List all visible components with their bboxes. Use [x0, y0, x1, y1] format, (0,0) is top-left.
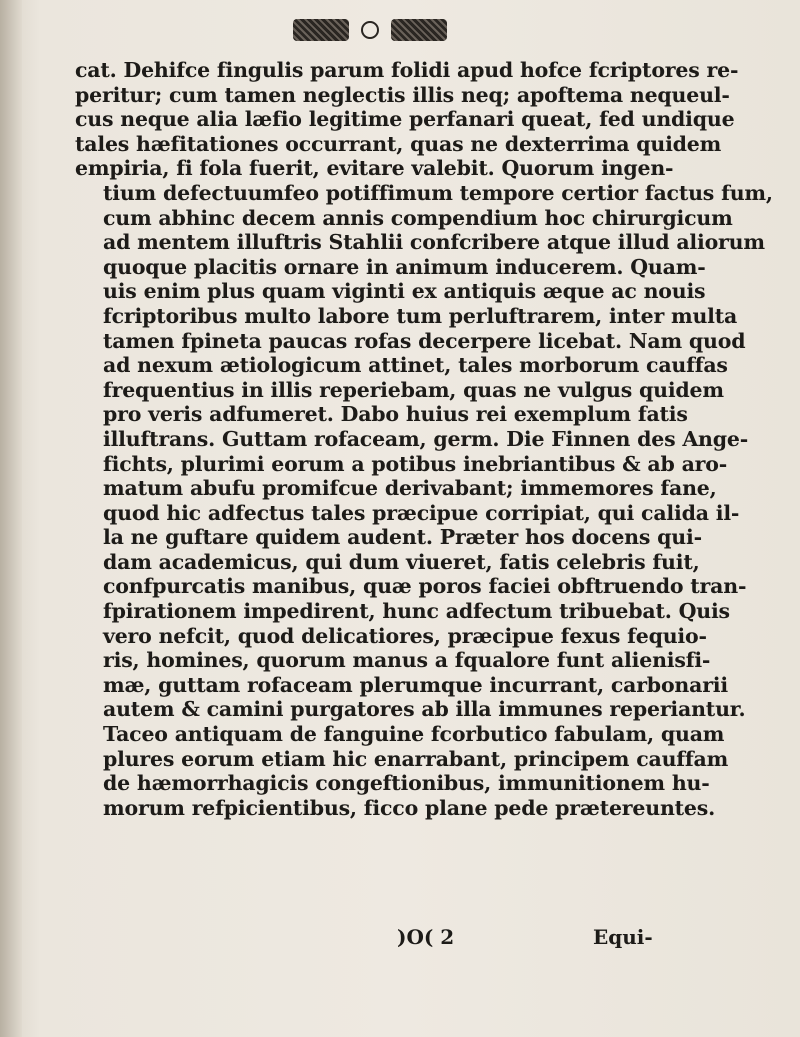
- printer-ornament-icon: [250, 12, 490, 48]
- text-line: morum refpicientibus, ficco plane pede prætereuntes.: [103, 795, 716, 820]
- text-line: vero nefcit, quod delicatiores, præcipue fexus fequio-: [103, 623, 707, 648]
- text-line: Taceo antiquam de fanguine fcorbutico fabulam, quam: [103, 722, 725, 747]
- text-line: quod hic adfectus tales præcipue corripiat, qui calida il-: [103, 500, 740, 525]
- ornament-right-icon: [391, 19, 447, 41]
- text-line: matum abufu promifcue derivabant; immemores fane,: [103, 476, 717, 501]
- text-line: cat. Dehifce fingulis parum folidi apud hofce fcriptores re-: [75, 58, 739, 82]
- text-line: tales hæfitationes occurrant, quas ne dexterrima quidem: [75, 131, 722, 156]
- text-line: frequentius in illis reperiebam, quas ne vulgus quidem: [103, 377, 724, 402]
- ornament-center-icon: [361, 21, 379, 39]
- page-footer: [75, 925, 725, 953]
- text-line: uis enim plus quam viginti ex antiquis æque ac nouis: [103, 279, 706, 304]
- text-line: fpirationem impedirent, hunc adfectum tribuebat. Quis: [103, 599, 730, 624]
- text-line: mæ, guttam rofaceam plerumque incurrant, carbonarii: [103, 672, 728, 697]
- text-line: illuftrans. Guttam rofaceam, germ. Die Finnen des Ange-: [103, 426, 749, 451]
- text-line: ris, homines, quorum manus a fqualore funt alienisfi-: [103, 648, 711, 673]
- text-line: cus neque alia læfio legitime perfanari queat, fed undique: [75, 107, 735, 132]
- text-line: ad mentem illuftris Stahlii confcribere atque illud aliorum: [103, 230, 765, 255]
- text-line: empiria, fi fola fuerit, evitare valebit. Quorum ingen-: [75, 156, 674, 181]
- text-line: plures eorum etiam hic enarrabant, principem cauffam: [103, 746, 729, 771]
- text-line: tium defectuumfeo potiffimum tempore certior factus fum,: [103, 180, 773, 205]
- text-line: autem & camini purgatores ab illa immunes reperiantur.: [103, 697, 746, 722]
- ornament-left-icon: [293, 19, 349, 41]
- body-text: [75, 58, 773, 820]
- signature-mark: )O( 2: [397, 925, 455, 949]
- text-line: dam academicus, qui dum viueret, fatis celebris fuit,: [103, 549, 700, 574]
- text-line: ad nexum ætiologicum attinet, tales morborum cauffas: [103, 353, 728, 378]
- text-line: tamen fpineta paucas rofas decerpere licebat. Nam quod: [103, 328, 746, 353]
- text-line: fichts, plurimi eorum a potibus inebriantibus & ab aro-: [103, 451, 728, 476]
- text-line: cum abhinc decem annis compendium hoc chirurgicum: [103, 205, 733, 230]
- text-line: pro veris adfumeret. Dabo huius rei exemplum fatis: [103, 402, 688, 427]
- text-line: de hæmorrhagicis congeftionibus, immunitionem hu-: [103, 771, 710, 796]
- text-line: peritur; cum tamen neglectis illis neq; apoftema nequeul-: [75, 82, 730, 107]
- text-line: fcriptoribus multo labore tum perluftrarem, inter multa: [103, 303, 738, 328]
- text-line: confpurcatis manibus, quæ poros faciei obftruendo tran-: [103, 574, 747, 599]
- page-gutter: [0, 0, 22, 1037]
- text-line: quoque placitis ornare in animum inducerem. Quam-: [103, 254, 706, 279]
- catchword: Equi-: [593, 925, 653, 949]
- text-line: la ne guftare quidem audent. Præter hos docens qui-: [103, 525, 702, 550]
